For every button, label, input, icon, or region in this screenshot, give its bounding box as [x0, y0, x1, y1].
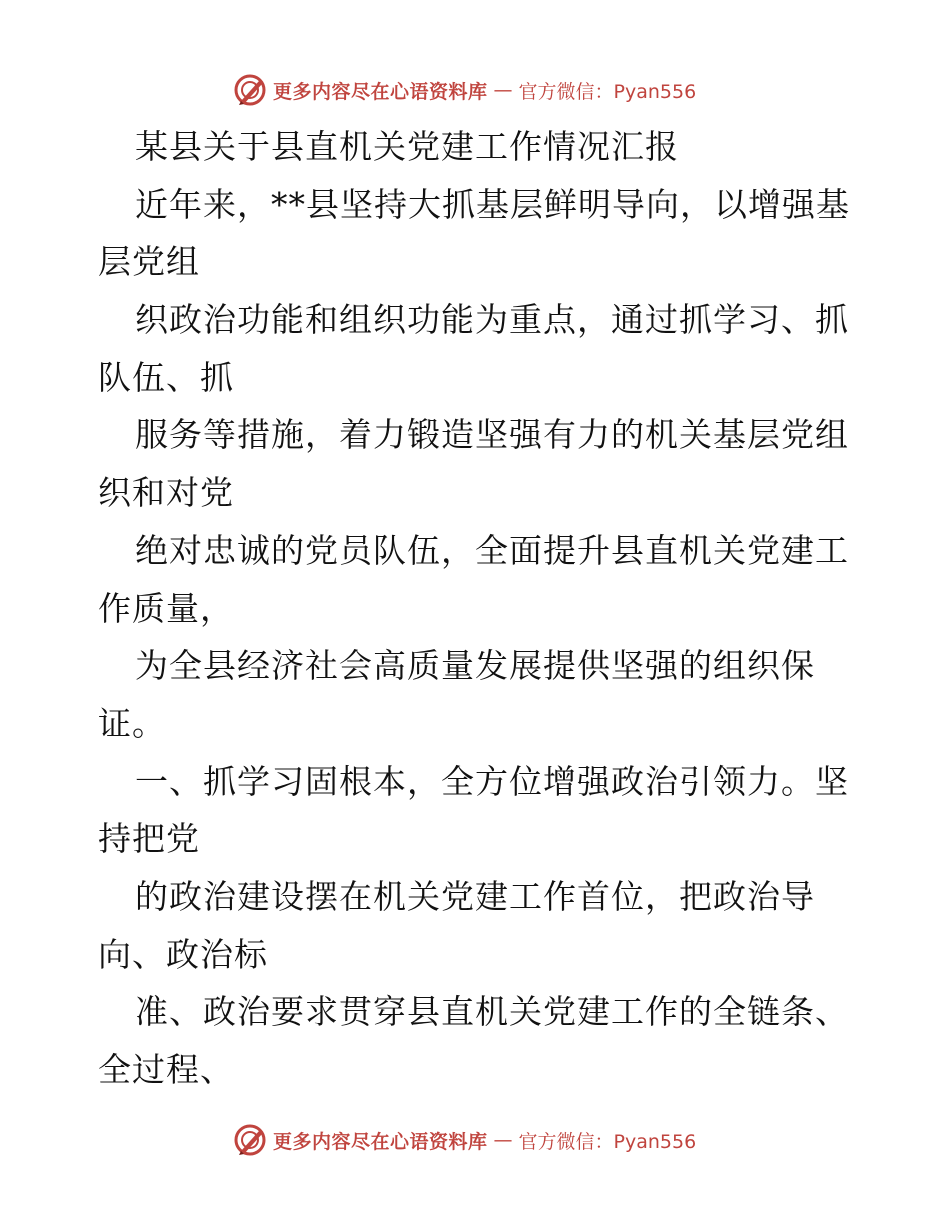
paragraph-line: 全过程、 — [98, 1050, 234, 1089]
section-heading-line: 一、抓学习固根本，全方位增强政治引领力。坚 — [135, 761, 849, 801]
paragraph-line: 为全县经济社会高质量发展提供坚强的组织保 — [135, 646, 815, 686]
banner-separator: — — [493, 1129, 513, 1151]
footer-banner — [233, 1120, 696, 1160]
paragraph-line: 向、政治标 — [98, 934, 268, 974]
pen-logo-icon — [233, 73, 267, 107]
banner-wechat: 官方微信：Pyan556 — [518, 80, 697, 103]
header-banner — [233, 70, 696, 110]
paragraph-line: 织政治功能和组织功能为重点，通过抓学习、抓 — [135, 300, 849, 340]
paragraph-line: 近年来，**县坚持大抓基层鲜明导向，以增强基 — [135, 184, 850, 224]
paragraph-line: 的政治建设摆在机关党建工作首位，把政治导 — [135, 876, 815, 916]
paragraph-line: 层党组 — [98, 242, 200, 282]
document-body — [98, 118, 858, 1099]
banner-separator: — — [493, 79, 513, 101]
paragraph-line: 作质量， — [98, 588, 234, 628]
banner-wechat: 官方微信：Pyan556 — [518, 1130, 697, 1153]
banner-title: 更多内容尽在心语资料库 — [273, 1130, 488, 1153]
paragraph-line: 队伍、抓 — [98, 357, 234, 397]
paragraph-line: 持把党 — [98, 819, 200, 859]
document-title: 某县关于县直机关党建工作情况汇报 — [135, 127, 679, 166]
banner-title: 更多内容尽在心语资料库 — [273, 80, 488, 103]
paragraph-line: 绝对忠诚的党员队伍，全面提升县直机关党建工 — [135, 530, 849, 570]
paragraph-line: 服务等措施，着力锻造坚强有力的机关基层党组 — [135, 415, 849, 455]
pen-logo-icon — [233, 1123, 267, 1157]
paragraph-line: 织和对党 — [98, 473, 234, 513]
paragraph-line: 准、政治要求贯穿县直机关党建工作的全链条、 — [135, 992, 849, 1032]
paragraph-line: 证。 — [98, 703, 166, 743]
